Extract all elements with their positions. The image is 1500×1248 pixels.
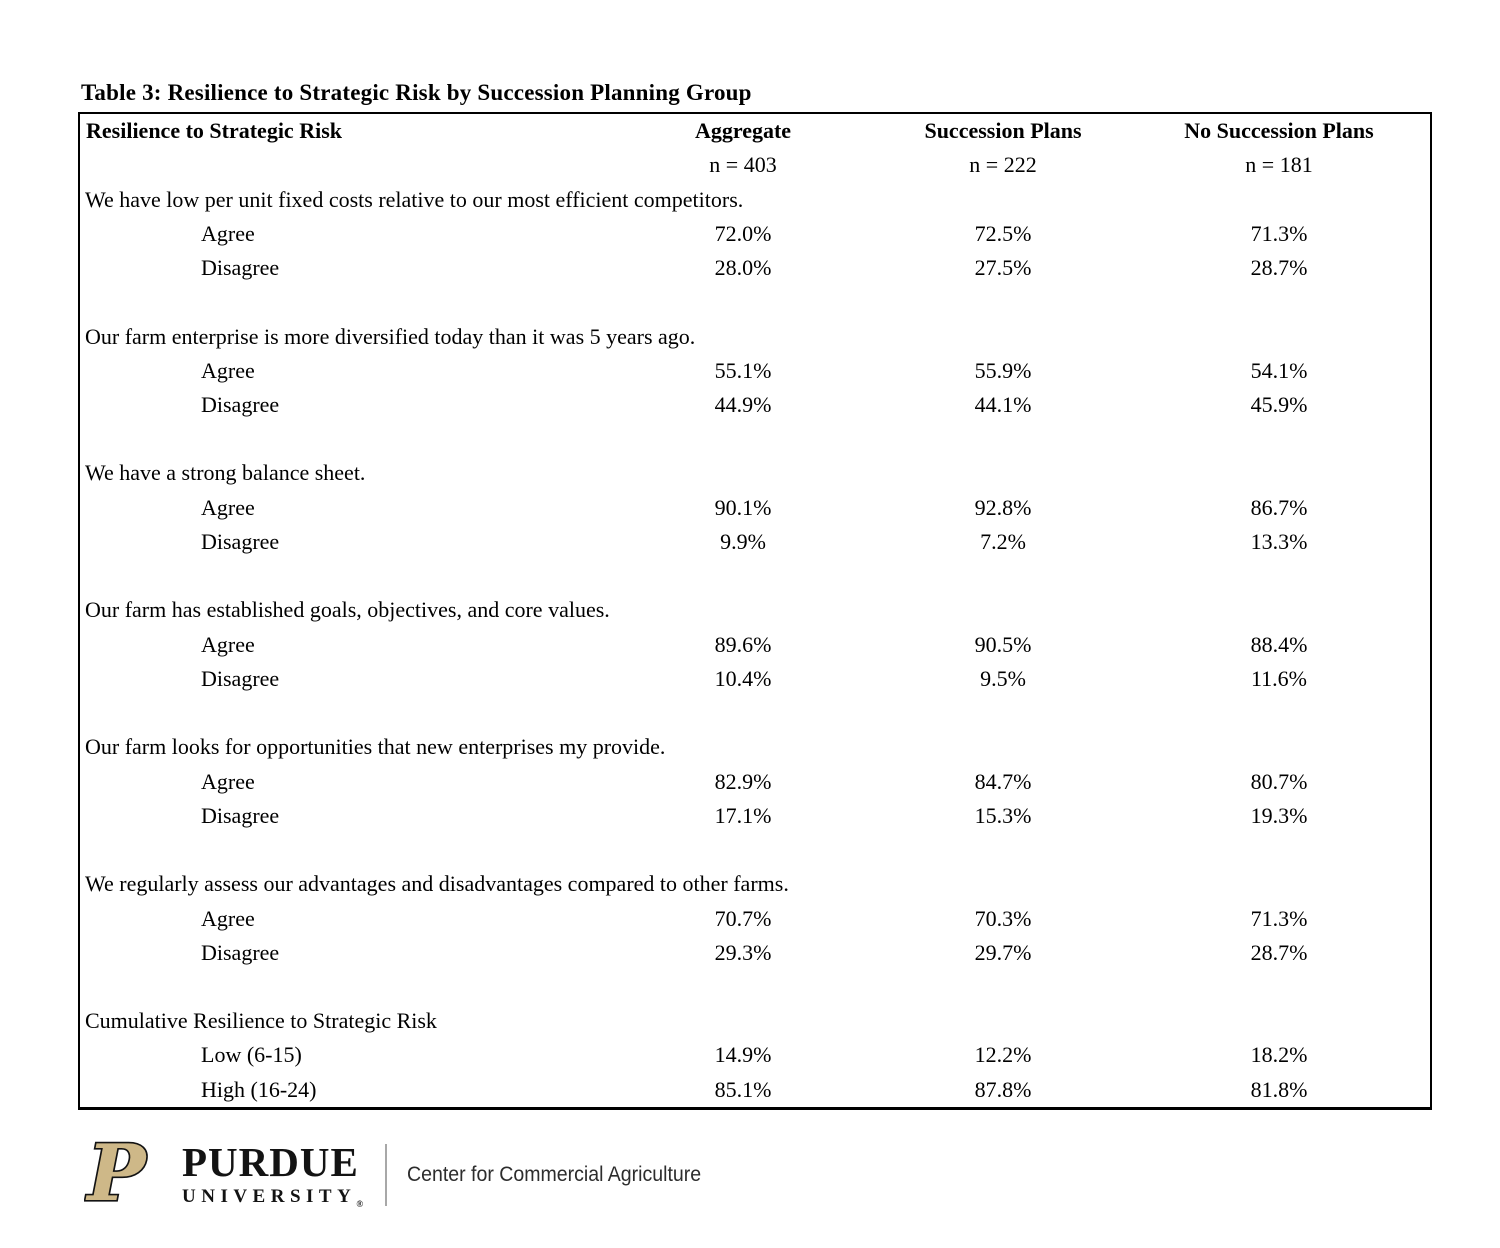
value-aggregate: 89.6% [714,631,772,657]
statement-text: Our farm looks for opportunities that new enterprises my provide. [85,734,666,760]
table-row [80,799,1430,833]
spacer-row [80,422,1430,456]
value-no-succession: 88.4% [1250,631,1308,657]
statement-text: Our farm has established goals, objectives, and core values. [85,597,610,623]
value-aggregate: 28.0% [714,255,772,281]
value-succession: 55.9% [974,357,1032,383]
response-label: Agree [201,768,255,794]
table-row [80,525,1430,559]
value-aggregate: 14.9% [714,1042,772,1068]
table-row [80,491,1430,525]
response-label: Agree [201,220,255,246]
value-aggregate: 70.7% [714,905,772,931]
sample-size-row [80,148,1430,182]
value-succession: 9.5% [980,665,1026,691]
value-no-succession: 80.7% [1250,768,1308,794]
value-aggregate: 9.9% [720,528,766,554]
value-aggregate: 72.0% [714,220,772,246]
value-no-succession: 28.7% [1250,255,1308,281]
footer-logo-lockup [84,1138,723,1212]
sample-size-succession: n = 222 [969,152,1037,178]
value-no-succession: 45.9% [1250,391,1308,417]
statement-text: We regularly assess our advantages and disadvantages compared to other farms. [85,871,789,897]
table-row [80,901,1430,935]
response-label: Disagree [201,528,280,554]
purdue-wordmark [182,1138,364,1209]
table-row [80,388,1430,422]
brand-name: PURDUE [182,1138,359,1185]
value-succession: 70.3% [974,905,1032,931]
column-header-aggregate: Aggregate [694,118,792,144]
logo-divider [385,1144,387,1206]
svg-text:P: P [87,1138,146,1212]
center-name: Center for Commercial Agriculture [407,1163,702,1186]
response-label: Agree [201,905,255,931]
response-label: Disagree [201,802,280,828]
response-label: Disagree [201,665,280,691]
value-aggregate: 29.3% [714,939,772,965]
value-succession: 7.2% [980,528,1026,554]
value-aggregate: 85.1% [714,1076,772,1102]
resilience-table [78,112,1432,1110]
statement-text: We have a strong balance sheet. [85,460,366,486]
response-label: Disagree [201,391,280,417]
table-row [80,1038,1430,1072]
table-row [80,936,1430,970]
value-no-succession: 11.6% [1250,665,1307,691]
response-label: Agree [201,494,255,520]
table-row [80,628,1430,662]
table-header-row [80,114,1430,148]
response-label: Agree [201,357,255,383]
response-label: Agree [201,631,255,657]
value-succession: 44.1% [974,391,1032,417]
purdue-p-icon [84,1138,168,1212]
value-no-succession: 28.7% [1250,939,1308,965]
table-row [80,354,1430,388]
table-title: Table 3: Resilience to Strategic Risk by Succession Planning Group [81,80,752,105]
value-succession: 84.7% [974,768,1032,794]
response-label: Low (6-15) [201,1042,302,1068]
value-succession: 12.2% [974,1042,1032,1068]
spacer-row [80,285,1430,319]
value-aggregate: 44.9% [714,391,772,417]
sample-size-aggregate: n = 403 [709,152,777,178]
response-label: High (16-24) [201,1076,317,1102]
value-succession: 15.3% [974,802,1032,828]
response-label: Disagree [201,939,280,965]
value-aggregate: 55.1% [714,357,772,383]
value-aggregate: 17.1% [714,802,772,828]
value-no-succession: 54.1% [1250,357,1308,383]
value-succession: 90.5% [974,631,1032,657]
table-row [80,662,1430,696]
table-row [80,217,1430,251]
value-no-succession: 81.8% [1250,1076,1308,1102]
value-succession: 92.8% [974,494,1032,520]
value-no-succession: 18.2% [1250,1042,1308,1068]
spacer-row [80,833,1430,867]
value-no-succession: 71.3% [1250,905,1308,931]
sample-size-no-succession: n = 181 [1245,152,1313,178]
statement-text: Our farm enterprise is more diversified today than it was 5 years ago. [85,323,696,349]
value-no-succession: 71.3% [1250,220,1308,246]
spacer-row [80,696,1430,730]
statement-row [80,319,1430,353]
value-no-succession: 13.3% [1250,528,1308,554]
statement-text: We have low per unit fixed costs relative to our most efficient competitors. [85,186,744,212]
value-no-succession: 19.3% [1250,802,1308,828]
table-row [80,764,1430,798]
statement-row [80,456,1430,490]
value-succession: 29.7% [974,939,1032,965]
value-no-succession: 86.7% [1250,494,1308,520]
statement-row [80,593,1430,627]
statement-row [80,867,1430,901]
response-label: Disagree [201,255,280,281]
value-succession: 72.5% [974,220,1032,246]
column-header-label: Resilience to Strategic Risk [86,118,342,144]
registered-mark: ® [356,1198,364,1209]
table-row [80,1073,1430,1107]
value-aggregate: 90.1% [714,494,772,520]
value-aggregate: 10.4% [714,665,772,691]
statement-row [80,182,1430,216]
brand-subtitle: $UNIVERSITY_®$ [182,1185,364,1209]
table-row [80,251,1430,285]
column-header-succession: Succession Plans [924,118,1082,144]
statement-text: Cumulative Resilience to Strategic Risk [85,1008,437,1034]
value-succession: 27.5% [974,255,1032,281]
column-header-no-succession: No Succession Plans [1184,118,1374,144]
statement-row [80,1004,1430,1038]
value-succession: 87.8% [974,1076,1032,1102]
spacer-row [80,970,1430,1004]
spacer-row [80,559,1430,593]
value-aggregate: 82.9% [714,768,772,794]
statement-row [80,730,1430,764]
